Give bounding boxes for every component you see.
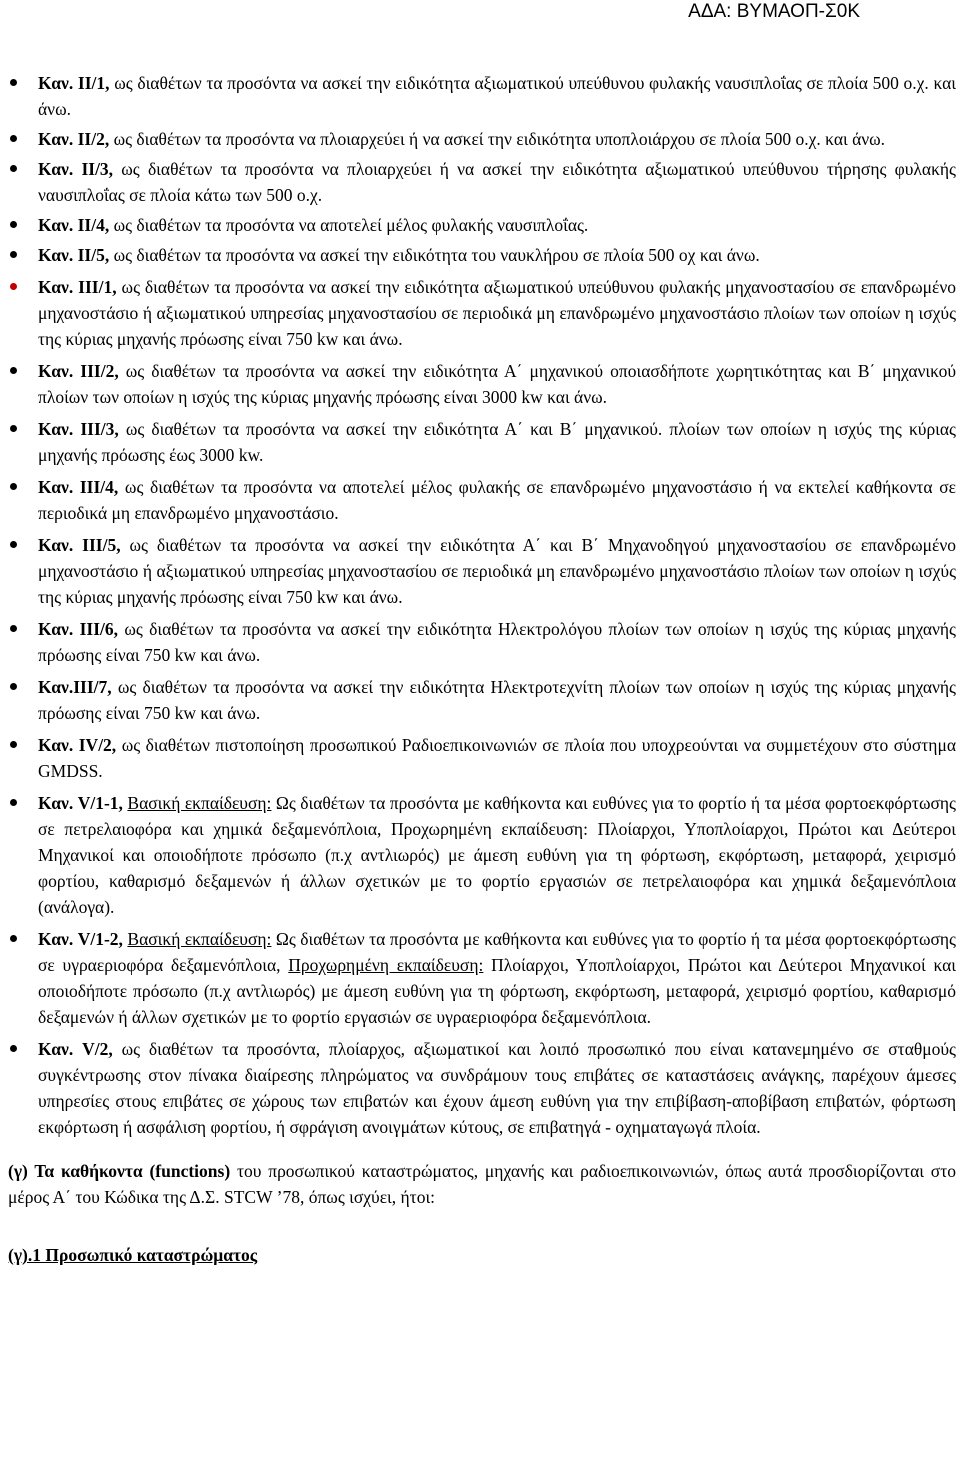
item-code: Καν. V/1-1,	[38, 793, 123, 813]
paragraph-lead: (γ) Τα καθήκοντα (functions)	[8, 1161, 231, 1181]
bullet-icon	[10, 1045, 17, 1052]
regulation-list	[8, 70, 956, 1140]
bullet-icon	[10, 165, 17, 172]
list-item	[8, 416, 956, 468]
list-item	[8, 126, 956, 152]
item-text: ως διαθέτων τα προσόντα να ασκεί την ειδικότητα αξιωματικού υπεύθυνου φυλακής μηχανοστασίου σε επανδρωμένο μηχανοστάσιο ή αξιωματικού υπηρεσίας μηχανοστασίου σε περιοδικά μη επανδρωμένο μηχανοστάσιο πλοίων των οποίων η ισχύς της κύριας μηχανής πρόωσης είναι 750 kw και άνω.	[38, 277, 956, 349]
item-code: Καν. ΙΙ/5,	[38, 245, 110, 265]
item-code: Καν. ΙΙΙ/1,	[38, 277, 117, 297]
item-code: Καν. ΙV/2,	[38, 735, 117, 755]
item-text: ως διαθέτων τα προσόντα, πλοίαρχος, αξιωματικοί και λοιπό προσωπικό που είναι κατανεμημένο σε σταθμούς συγκέντρωσης στον πίνακα διαίρεσης πληρώματος να συνδράμουν τους επιβάτες σε καταστάσεις ανάγκης, παρέχουν άμεσες υπηρεσίες στους επιβάτες σε χώρους των επιβατών και έχουν άμεση ευθύνη για την επιβίβαση-αποβίβαση επιβατών, φόρτωση εκφόρτωση ή ασφάλιση φορτίου, ή σφράγιση ανοιγμάτων κύτους, σε επιβατηγά - οχηματαγωγά πλοία.	[38, 1039, 956, 1137]
bullet-icon	[10, 483, 17, 490]
bullet-icon	[10, 79, 17, 86]
item-code: Καν. ΙΙΙ/6,	[38, 619, 119, 639]
advanced-training-label: Προχωρημένη εκπαίδευση:	[288, 955, 484, 975]
document-body	[8, 70, 956, 1268]
item-text: ως διαθέτων τα προσόντα να ασκεί την ειδικότητα αξιωματικού υπεύθυνου φυλακής ναυσιπλοΐας σε πλοία 500 ο.χ. και άνω.	[38, 73, 956, 119]
item-code: Καν. ΙΙΙ/5,	[38, 535, 121, 555]
item-text: Ως διαθέτων τα προσόντα με καθήκοντα και ευθύνες για το φορτίο ή τα μέσα φορτοεκφόρτωσης σε πετρελαιοφόρα και χημικά δεξαμενόπλοια, Προχωρημένη εκπαίδευση: Πλοίαρχοι, Υποπλοίαρχοι, Πρώτοι και Δεύτεροι Μηχανικοί και οποιοδήποτε πρόσωπο (π.χ αντλιωρός) με άμεση ευθύνη για τη φόρτωση, εκφόρτωση, μεταφορά, χειρισμό φορτίου, καθαρισμό δεξαμενών ή άλλων σχετικών με το φορτίο εργασιών σε πετρελαιοφόρα και χημικά δεξαμενόπλοια (ανάλογα).	[38, 793, 956, 917]
list-item	[8, 274, 956, 352]
basic-training-label: Βασική εκπαίδευση:	[127, 793, 272, 813]
item-code: Καν. ΙΙΙ/2,	[38, 361, 119, 381]
paragraph-text: του προσωπικού καταστρώματος, μηχανής και ραδιοεπικοινωνιών, όπως αυτά προσδιορίζονται στο μέρος Α΄ του Κώδικα της Δ.Σ. STCW ’78, όπως ισχύει, ήτοι:	[8, 1161, 956, 1207]
item-code: Καν. ΙΙ/4,	[38, 215, 110, 235]
list-item	[8, 732, 956, 784]
item-text: ως διαθέτων τα προσόντα να πλοιαρχεύει ή να ασκεί την ειδικότητα αξιωματικού υπεύθυνου τήρησης φυλακής ναυσιπλοΐας σε πλοία κάτω των 500 ο.χ.	[38, 159, 956, 205]
item-text: Πλοίαρχοι, Υποπλοίαρχοι, Πρώτοι και Δεύτεροι Μηχανικοί και οποιοδήποτε πρόσωπο (π.χ αντλιωρός) με άμεση ευθύνη για τη φόρτωση, εκφόρτωση, μεταφορά, χειρισμό φορτίου, καθαρισμό δεξαμενών ή άλλων σχετικών με το φορτίο εργασιών σε υγραεριοφόρα δεξαμενόπλοια.	[38, 955, 956, 1027]
item-text: ως διαθέτων τα προσόντα να ασκεί την ειδικότητα Ηλεκτρολόγου πλοίων των οποίων η ισχύς της κύριας μηχανής πρόωσης είναι 750 kw και άνω.	[38, 619, 956, 665]
item-text: ως διαθέτων τα προσόντα να ασκεί την ειδικότητα Ηλεκτροτεχνίτη πλοίων των οποίων η ισχύς της κύριας μηχανής πρόωσης είναι 750 kw και άνω.	[38, 677, 956, 723]
bullet-icon	[10, 683, 17, 690]
item-text: ως διαθέτων τα προσόντα να ασκεί την ειδικότητα Α΄ και Β΄ μηχανικού. πλοίων των οποίων η ισχύς της κύριας μηχανής πρόωσης έως 3000 kw.	[38, 419, 956, 465]
item-text: ως διαθέτων πιστοποίηση προσωπικού Ραδιοεπικοινωνιών σε πλοία που υποχρεούνται να συμμετέχουν στο σύστημα GMDSS.	[38, 735, 956, 781]
ada-code: ΑΔΑ: ΒΥΜΑΟΠ-Σ0Κ	[688, 1, 860, 22]
bullet-icon	[10, 367, 17, 374]
list-item	[8, 926, 956, 1030]
item-text: ως διαθέτων τα προσόντα να ασκεί την ειδικότητα Α΄ μηχανικού οποιασδήποτε χωρητικότητας και Β΄ μηχανικού πλοίων των οποίων η ισχύς της κύριας μηχανής πρόωσης είναι 3000 kw και άνω.	[38, 361, 956, 407]
item-code: Καν. ΙΙ/1,	[38, 73, 110, 93]
item-code: Καν. ΙΙΙ/3,	[38, 419, 119, 439]
list-item	[8, 156, 956, 208]
item-text: ως διαθέτων τα προσόντα να ασκεί την ειδικότητα του ναυκλήρου σε πλοία 500 οχ και άνω.	[109, 245, 760, 265]
bullet-icon	[10, 251, 17, 258]
item-text: Ως διαθέτων τα προσόντα με καθήκοντα και ευθύνες για το φορτίο ή τα μέσα φορτοεκφόρτωσης σε υγραεριοφόρα δεξαμενόπλοια,	[38, 929, 956, 975]
list-item	[8, 790, 956, 920]
item-text: ως διαθέτων τα προσόντα να πλοιαρχεύει ή να ασκεί την ειδικότητα υποπλοιάρχου σε πλοία 500 ο.χ. και άνω.	[109, 129, 886, 149]
bullet-icon	[10, 541, 17, 548]
basic-training-label: Βασική εκπαίδευση:	[127, 929, 272, 949]
bullet-icon	[10, 283, 17, 290]
item-code: Καν. V/1-2,	[38, 929, 123, 949]
list-item	[8, 242, 956, 268]
list-item	[8, 212, 956, 238]
item-text: ως διαθέτων τα προσόντα να ασκεί την ειδικότητα Α΄ και Β΄ Μηχανοδηγού μηχανοστασίου σε επανδρωμένο μηχανοστάσιο ή αξιωματικού υπηρεσίας μηχανοστασίου σε περιοδικά μη επανδρωμένο μηχανοστάσιο πλοίων των οποίων η ισχύς της κύριας μηχανής πρόωσης είναι 750 kw και άνω.	[38, 535, 956, 607]
item-code: Καν. ΙΙ/3,	[38, 159, 114, 179]
functions-paragraph	[8, 1158, 956, 1210]
item-code: Καν. V/2,	[38, 1039, 113, 1059]
item-code: Καν. ΙΙΙ/4,	[38, 477, 119, 497]
bullet-icon	[10, 135, 17, 142]
bullet-icon	[10, 425, 17, 432]
list-item	[8, 474, 956, 526]
list-item	[8, 674, 956, 726]
item-text: ως διαθέτων τα προσόντα να αποτελεί μέλος φυλακής ναυσιπλοΐας.	[109, 215, 589, 235]
list-item	[8, 358, 956, 410]
item-text: ως διαθέτων τα προσόντα να αποτελεί μέλος φυλακής σε επανδρωμένο μηχανοστάσιο ή να εκτελεί καθήκοντα σε περιοδικά μη επανδρωμένο μηχανοστάσιο.	[38, 477, 956, 523]
bullet-icon	[10, 625, 17, 632]
bullet-icon	[10, 221, 17, 228]
section-heading: (γ).1 Προσωπικό καταστρώματος	[8, 1245, 258, 1265]
list-item	[8, 70, 956, 122]
list-item	[8, 616, 956, 668]
list-item	[8, 1036, 956, 1140]
item-code: Καν. ΙΙ/2,	[38, 129, 110, 149]
bullet-icon	[10, 799, 17, 806]
bullet-icon	[10, 935, 17, 942]
list-item	[8, 532, 956, 610]
bullet-icon	[10, 741, 17, 748]
item-code: Καν.ΙΙΙ/7,	[38, 677, 112, 697]
